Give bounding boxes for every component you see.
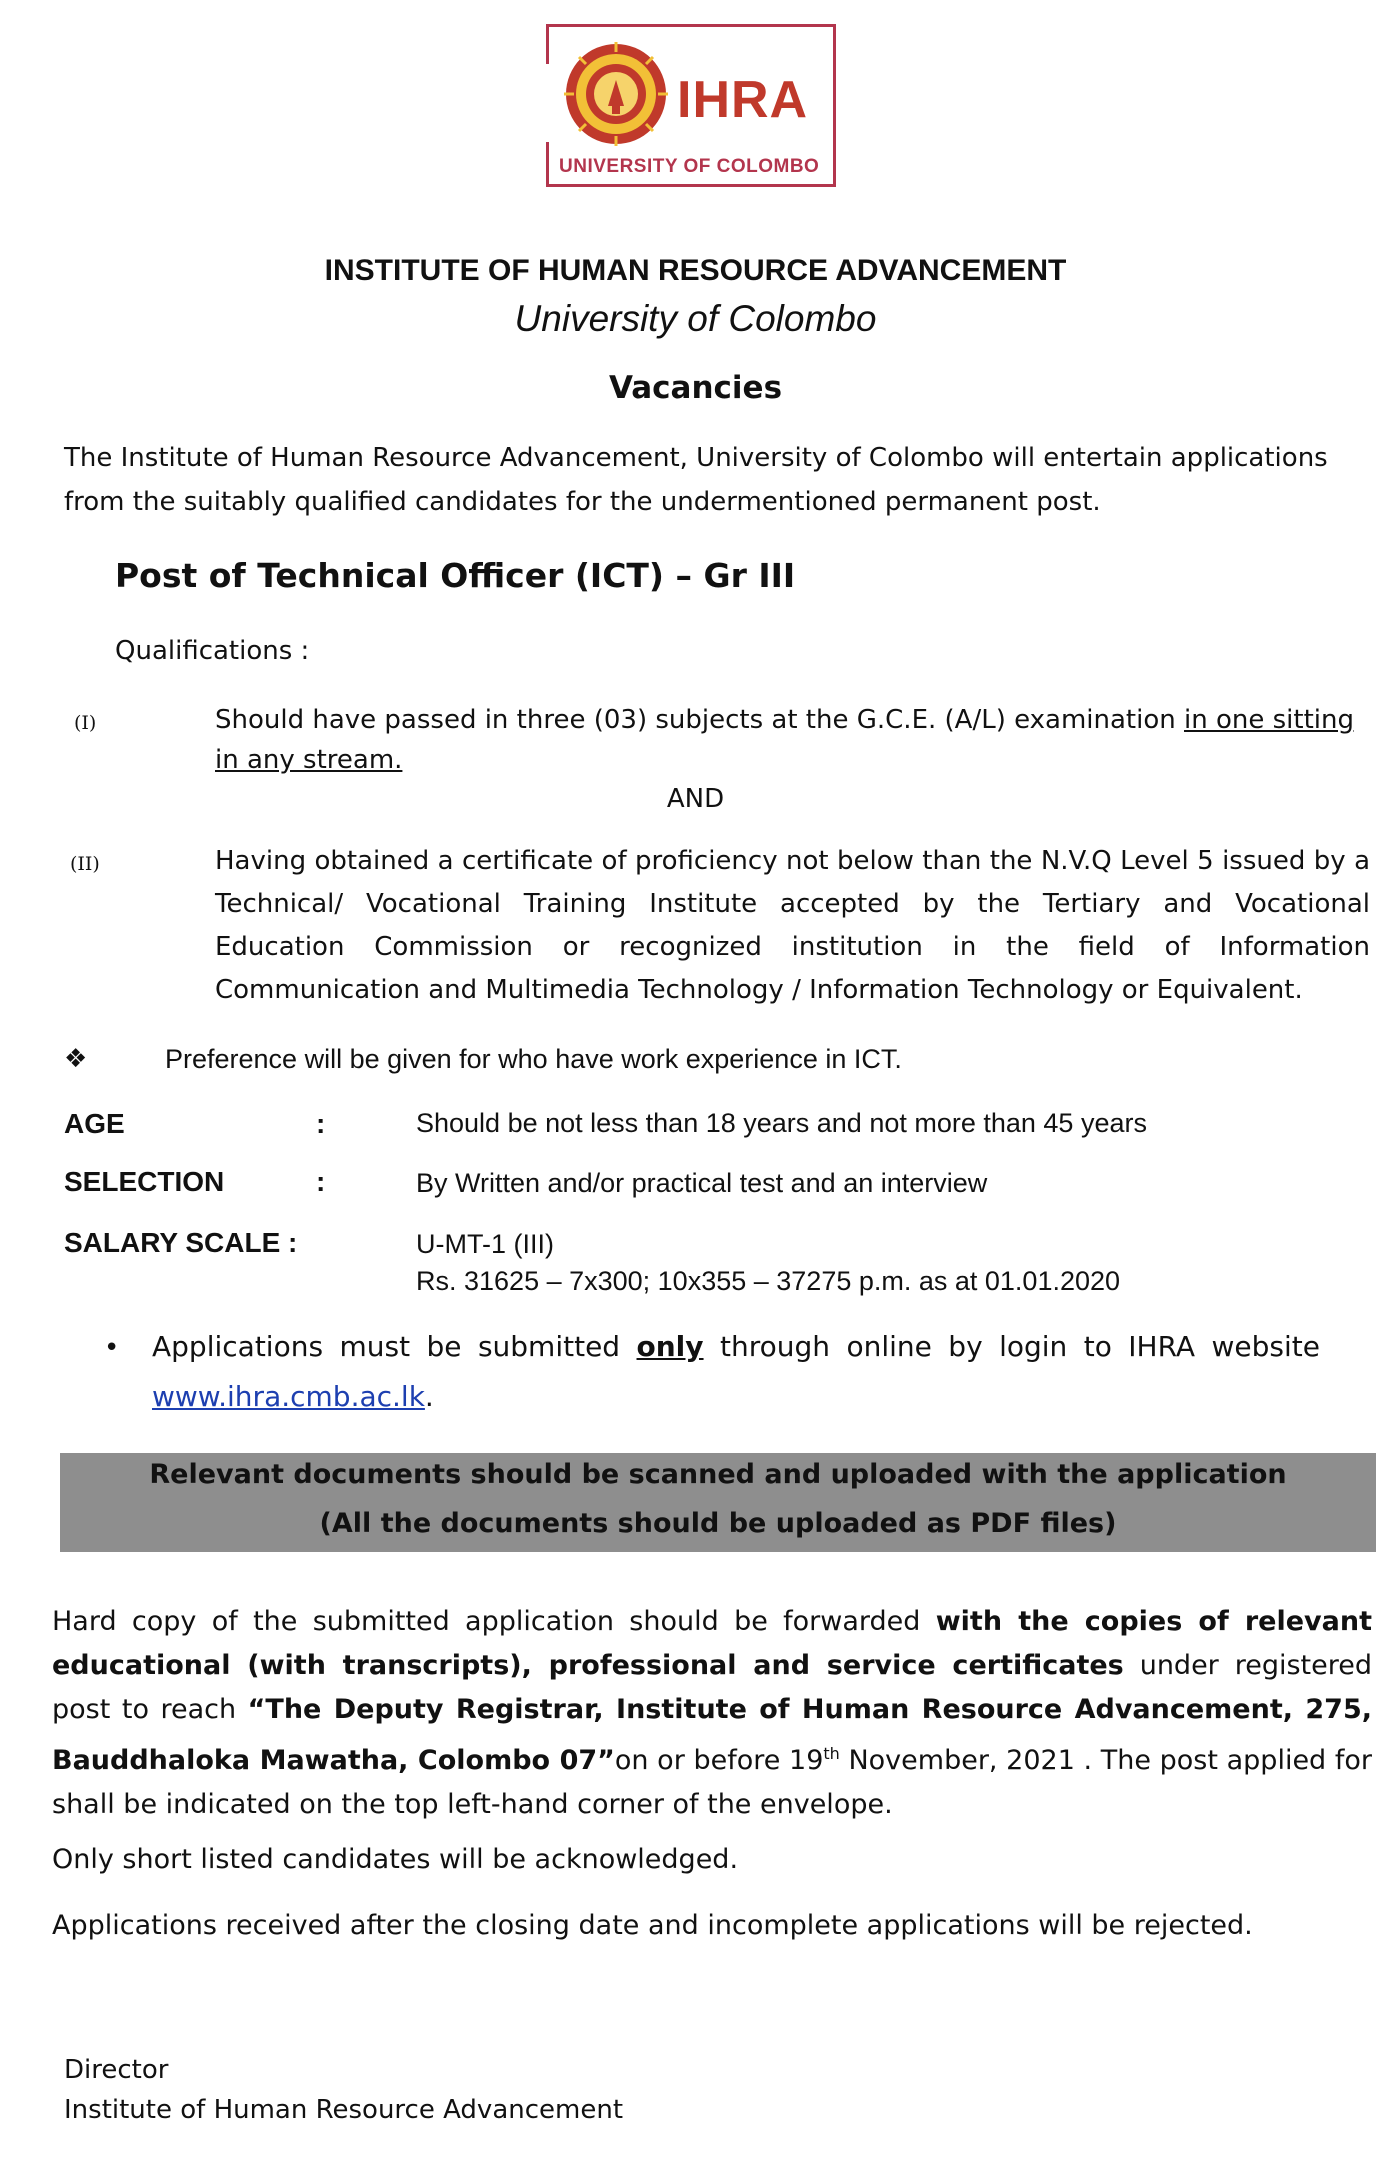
website-link[interactable]: www.ihra.cmb.ac.lk (152, 1380, 425, 1413)
diamond-bullet-icon: ❖ (64, 1044, 88, 1074)
qualification-text: Should have passed in three (03) subjects at the G.C.E. (A/L) examination (215, 705, 1184, 735)
hardcopy-superscript: th (823, 1744, 840, 1763)
notice-line-2: (All the documents should be uploaded as PDF files) (319, 1508, 1117, 1539)
hardcopy-text: under registered post to reach (52, 1650, 1372, 1725)
organization-title: INSTITUTE OF HUMAN RESOURCE ADVANCEMENT (324, 254, 1067, 287)
instruction-text: through online by login to IHRA website (703, 1330, 1320, 1363)
selection-label: SELECTION (64, 1166, 225, 1197)
hardcopy-text: on or before 19 (614, 1745, 824, 1776)
short-listed-note: Only short listed candidates will be acknowledged. (52, 1844, 739, 1875)
qualifications-label: Qualifications : (115, 636, 310, 666)
signatory-institute: Institute of Human Resource Advancement (64, 2095, 624, 2125)
instruction-text: Applications must be submitted (152, 1330, 637, 1363)
selection-colon: : (316, 1166, 326, 1197)
instruction-emphasis: only (636, 1330, 704, 1363)
salary-scale-value: Rs. 31625 – 7x300; 10x355 – 37275 p.m. as at 01.01.2020 (416, 1266, 1121, 1296)
application-instruction (152, 1322, 1320, 1372)
age-value: Should be not less than 18 years and not more than 45 years (416, 1108, 1147, 1138)
qualification-marker: (I) (74, 712, 97, 734)
qualification-underlined-text: in one sitting in any stream. (215, 705, 1354, 775)
qualification-connector: AND (666, 784, 725, 814)
organization-subtitle: University of Colombo (514, 298, 877, 339)
bullet-icon: • (104, 1333, 120, 1363)
logo-frame-edge (546, 142, 549, 187)
age-label: AGE (64, 1108, 125, 1139)
hardcopy-bold-text: with the copies of relevant educational (with transcripts), professional and service certificates (52, 1606, 1372, 1681)
logo-frame-edge (546, 24, 549, 64)
section-heading: Vacancies (608, 370, 783, 406)
qualification-item-2: Having obtained a certificate of proficiency not below than the N.V.Q Level 5 issued by a Technical/ Vocational Training Institute accepted by the Tertiary and Vocational Education Commission or recognized institution in the field of Information Communication and Multimedia Technology / Information Technology or Equivalent. (215, 846, 1370, 1005)
rejection-note: Applications received after the closing date and incomplete applications will be rejected. (52, 1910, 1253, 1941)
salary-code: U-MT-1 (III) (416, 1229, 554, 1259)
logo-abbreviation: IHRA (677, 71, 809, 129)
hardcopy-text: Hard copy of the submitted application should be forwarded (52, 1606, 936, 1637)
hardcopy-address: “The Deputy Registrar, Institute of Human Resource Advancement, 275, Bauddhaloka Mawatha, Colombo 07” (52, 1694, 1372, 1776)
logo-university-name: UNIVERSITY OF COLOMBO (559, 156, 820, 177)
hardcopy-paragraph (52, 1600, 1372, 1827)
salary-scale-label: SALARY SCALE : (64, 1227, 298, 1258)
hardcopy-text: November, 2021 . The post applied for shall be indicated on the top left-hand corner of the envelope. (52, 1745, 1372, 1820)
notice-line-1: Relevant documents should be scanned and uploaded with the application (149, 1459, 1287, 1490)
university-seal-icon (560, 36, 672, 152)
website-line (152, 1372, 434, 1422)
website-line-end: . (424, 1380, 434, 1413)
signatory-role: Director (64, 2055, 169, 2085)
age-colon: : (316, 1108, 326, 1139)
qualification-marker: (II) (70, 853, 100, 875)
post-title: Post of Technical Officer (ICT) – Gr III (115, 556, 796, 595)
intro-paragraph: The Institute of Human Resource Advancement, University of Colombo will entertain applications from the suitably qualified candidates for the undermentioned permanent post. (64, 443, 1328, 517)
selection-value: By Written and/or practical test and an interview (416, 1168, 988, 1198)
preference-note: Preference will be given for who have work experience in ICT. (165, 1044, 902, 1074)
qualification-item-1 (215, 700, 1370, 780)
